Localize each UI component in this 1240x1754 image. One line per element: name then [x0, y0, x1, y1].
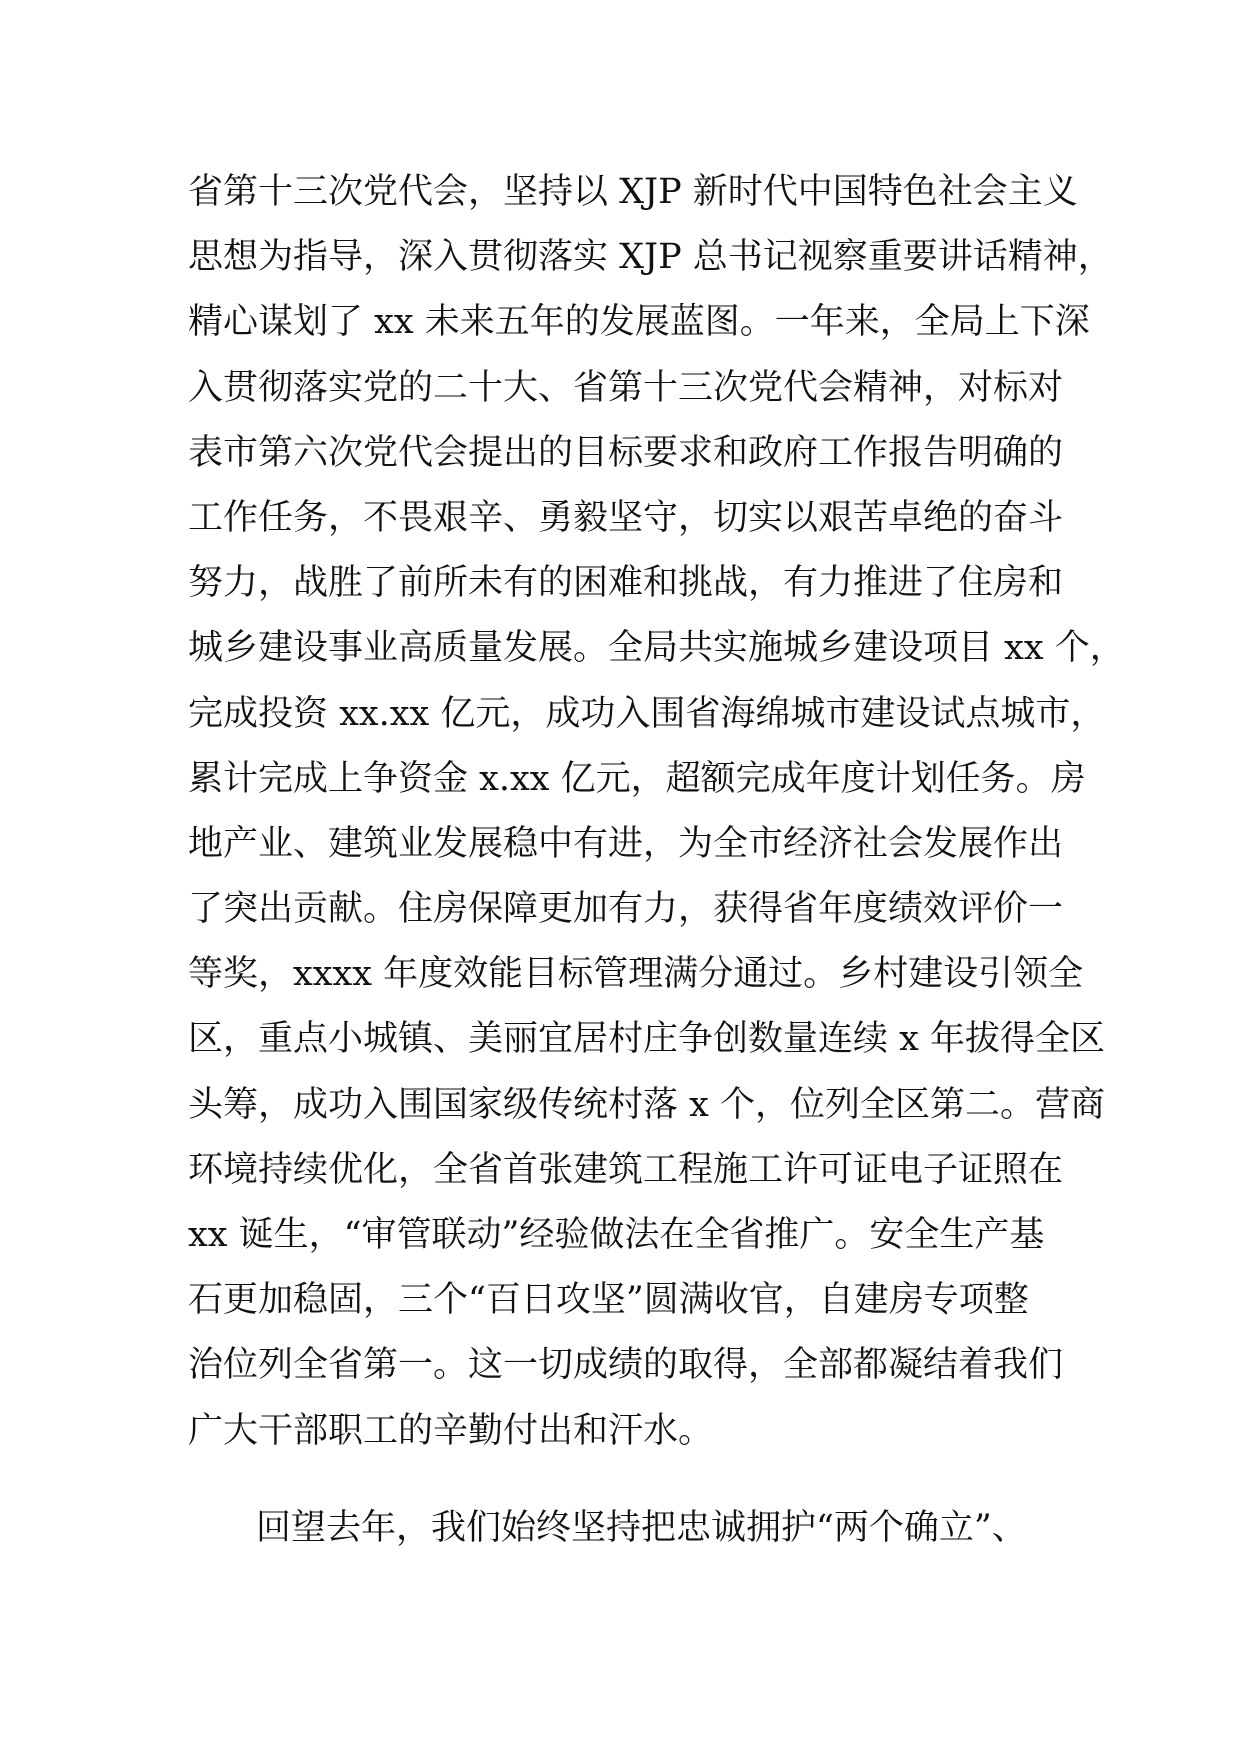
text-line: 努力，战胜了前所未有的困难和挑战，有力推进了住房和 [188, 563, 1064, 604]
text-line: 地产业、建筑业发展稳中有进，为全市经济社会发展作出 [188, 823, 1064, 864]
text-line: 城乡建设事业高质量发展。全局共实施城乡建设项目 xx 个， [188, 628, 1125, 669]
text-line: 头筹，成功入围国家级传统村落 x 个，位列全区第二。营商 [188, 1084, 1105, 1125]
text-line: 广大干部职工的辛勤付出和汗水。 [188, 1410, 714, 1451]
text-line: 治位列全省第一。这一切成绩的取得，全部都凝结着我们 [188, 1345, 1064, 1386]
text-line: 完成投资 xx.xx 亿元，成功入围省海绵城市建设试点城市， [188, 693, 1106, 734]
text-line: 精心谋划了 xx 未来五年的发展蓝图。一年来，全局上下深 [188, 302, 1090, 343]
text-line: 表市第六次党代会提出的目标要求和政府工作报告明确的 [188, 432, 1064, 473]
text-line: 石更加稳固，三个“百日攻坚”圆满收官，自建房专项整 [188, 1280, 1029, 1321]
text-line: 环境持续优化，全省首张建筑工程施工许可证电子证照在 [188, 1149, 1064, 1190]
paragraph-2 [188, 1508, 1088, 1573]
text-line: 思想为指导，深入贯彻落实 XJP 总书记视察重要讲话精神， [188, 237, 1113, 278]
text-line: 省第十三次党代会，坚持以 XJP 新时代中国特色社会主义 [188, 172, 1078, 212]
text-line: 等奖，xxxx 年度效能目标管理满分通过。乡村建设引领全 [188, 954, 1084, 995]
text-line: 入贯彻落实党的二十大、省第十三次党代会精神，对标对 [188, 367, 1064, 408]
text-line: 累计完成上争资金 x.xx 亿元，超额完成年度计划任务。房 [188, 758, 1086, 799]
text-line: 了突出贡献。住房保障更加有力，获得省年度绩效评价一 [188, 889, 1064, 930]
text-line: xx 诞生，“审管联动”经验做法在全省推广。安全生产基 [188, 1215, 1045, 1255]
paragraph-1 [188, 172, 1125, 1476]
text-line: 工作任务，不畏艰辛、勇毅坚守，切实以艰苦卓绝的奋斗 [188, 497, 1064, 538]
text-line: 区，重点小城镇、美丽宜居村庄争创数量连续 x 年拔得全区 [188, 1019, 1105, 1060]
text-line: 回望去年，我们始终坚持把忠诚拥护“两个确立”、 [256, 1508, 1027, 1548]
